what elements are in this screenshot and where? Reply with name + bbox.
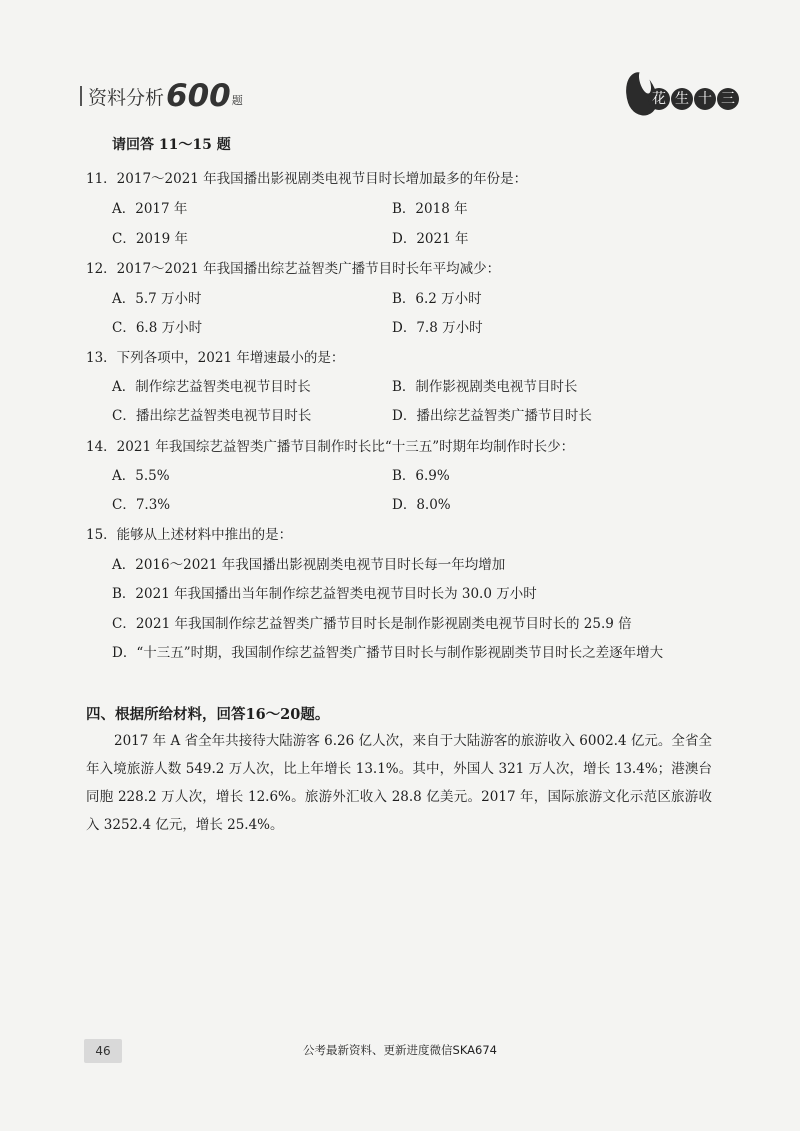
question-15-option-b: B．2021 年我国播出当年制作综艺益智类电视节目时长为 30.0 万小时 <box>112 586 537 602</box>
brand-name <box>648 88 740 110</box>
question-13-option-b: B．制作影视剧类电视节目时长 <box>392 379 578 395</box>
question-15-option-d: D．“十三五”时期，我国制作综艺益智类广播节目时长与制作影视剧类节目时长之差逐年增大 <box>112 645 664 661</box>
brand-char: 花 <box>648 88 670 110</box>
question-14-option-b: B．6.9% <box>392 468 450 484</box>
question-12-option-c: C．6.8 万小时 <box>112 320 203 336</box>
question-15-option-a: A．2016～2021 年我国播出影视剧类电视节目时长每一年均增加 <box>112 557 506 573</box>
section-4-title: 四、根据所给材料，回答16～20题。 <box>86 706 330 723</box>
question-14-option-c: C．7.3% <box>112 497 171 513</box>
question-12-option-d: D．7.8 万小时 <box>392 320 483 336</box>
title-bar-divider <box>80 86 82 106</box>
question-13-option-d: D．播出综艺益智类广播节目时长 <box>392 408 592 424</box>
question-14-option-d: D．8.0% <box>392 497 451 513</box>
question-14-option-a: A．5.5% <box>112 468 170 484</box>
book-title-number: 600 <box>166 78 231 114</box>
question-14-stem: 14．2021 年我国综艺益智类广播节目制作时长比“十三五”时期年均制作时长少： <box>86 439 575 455</box>
question-11-option-d: D．2021 年 <box>392 231 469 247</box>
book-title-suffix: 题 <box>231 94 243 107</box>
footer-note: 公考最新资料、更新进度微信SKA674 <box>303 1043 497 1057</box>
question-12-option-a: A．5.7 万小时 <box>112 291 202 307</box>
brand-char: 三 <box>717 88 739 110</box>
question-15-option-c: C．2021 年我国制作综艺益智类广播节目时长是制作影视剧类电视节目时长的 25.9 倍 <box>112 616 632 632</box>
page-number: 46 <box>84 1039 122 1063</box>
question-15-stem: 15．能够从上述材料中推出的是： <box>86 527 293 543</box>
question-11-stem: 11．2017～2021 年我国播出影视剧类电视节目时长增加最多的年份是： <box>86 171 528 187</box>
question-13-option-a: A．制作综艺益智类电视节目时长 <box>112 379 311 395</box>
question-12-option-b: B．6.2 万小时 <box>392 291 482 307</box>
question-11-option-c: C．2019 年 <box>112 231 188 247</box>
question-11-option-a: A．2017 年 <box>112 201 188 217</box>
question-12-stem: 12．2017～2021 年我国播出综艺益智类广播节目时长年平均减少： <box>86 261 501 277</box>
question-13-option-c: C．播出综艺益智类电视节目时长 <box>112 408 312 424</box>
book-title-text: 资料分析 <box>88 87 165 109</box>
section-4-paragraph: 2017 年 A 省全年共接待大陆游客 6.26 亿人次，来自于大陆游客的旅游收入 6002.4 亿元。全省全年入境旅游人数 549.2 万人次，比上年增长 13.1%。其中，外国人 321 万人次，增长 13.4%；港澳台同胞 228.2 万人次，增长 12.6%。旅游外汇收入 28.8 亿美元。2017 年，国际旅游文化示范区旅游收入 3252.4 亿元，增长 25.4%。 <box>86 733 712 833</box>
brand-char: 生 <box>671 88 693 110</box>
brand-char: 十 <box>694 88 716 110</box>
section-intro: 请回答 11～15 题 <box>112 137 231 153</box>
question-13-stem: 13．下列各项中，2021 年增速最小的是： <box>86 350 345 366</box>
brand-logo <box>626 70 736 120</box>
book-title <box>80 78 243 114</box>
question-11-option-b: B．2018 年 <box>392 201 468 217</box>
